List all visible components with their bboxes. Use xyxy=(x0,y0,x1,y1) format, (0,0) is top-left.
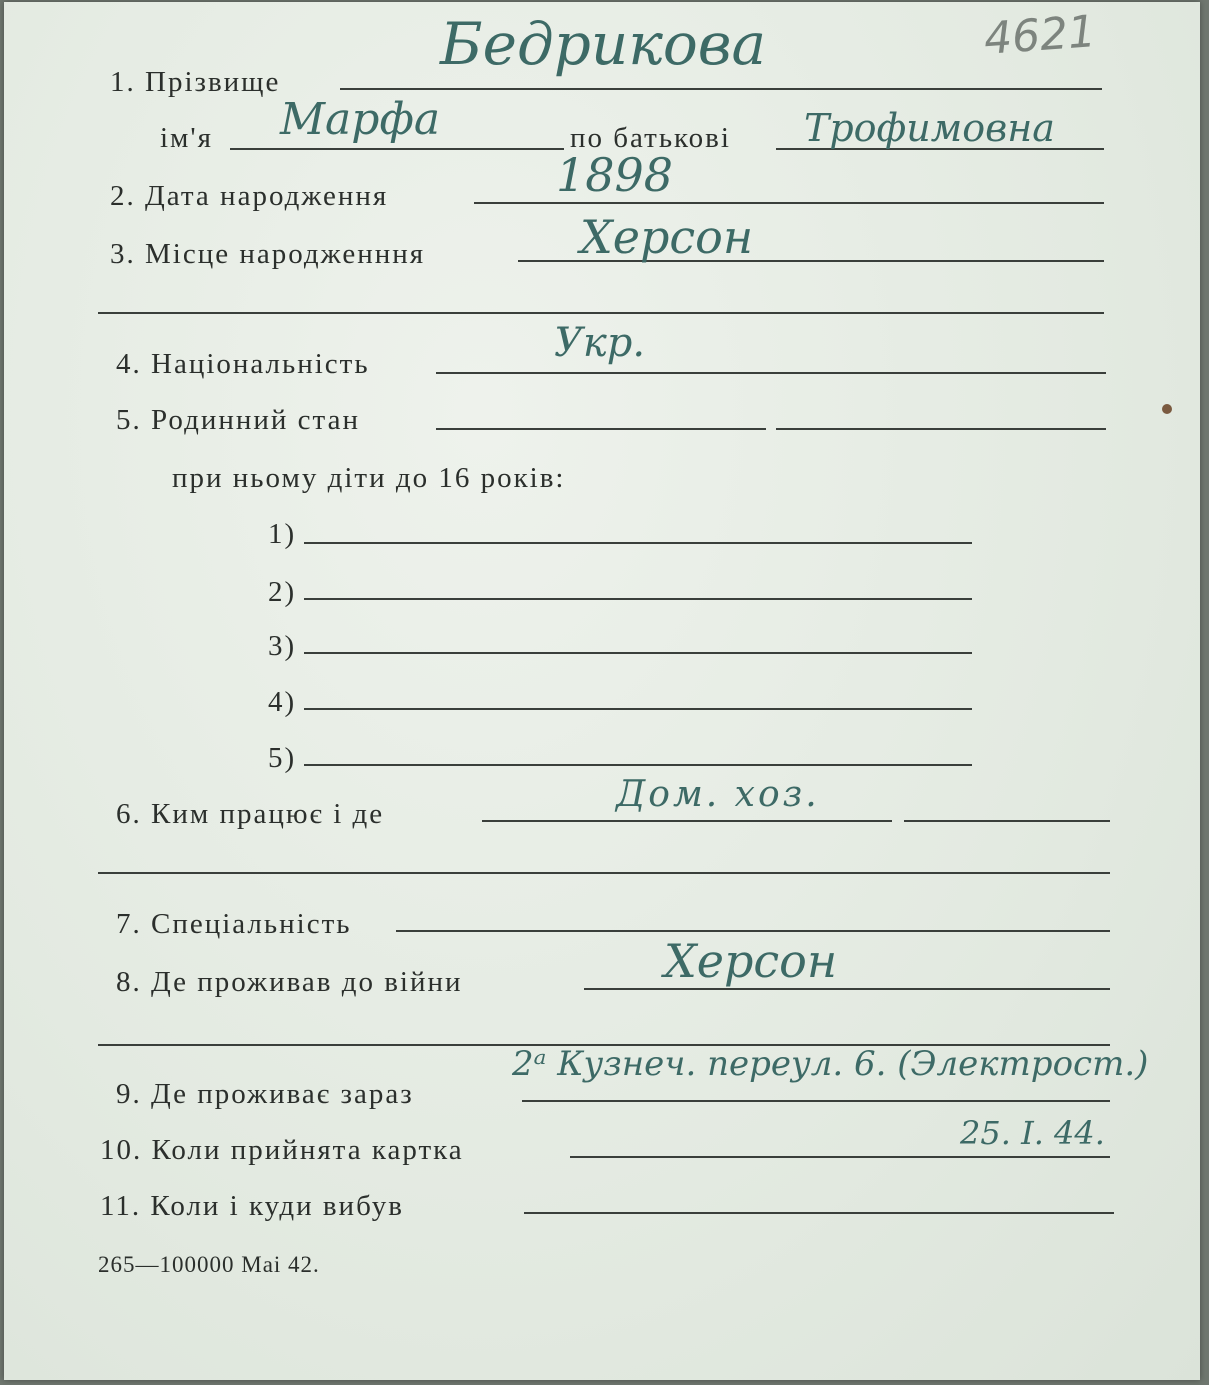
child-2-line xyxy=(304,598,972,600)
children-label: при ньому діти до 16 років: xyxy=(172,462,566,494)
child-2-label: 2) xyxy=(268,576,297,608)
birth-date-line xyxy=(474,202,1104,204)
child-4-line xyxy=(304,708,972,710)
occupation-value: Дом. хоз. xyxy=(616,774,820,815)
ink-spot xyxy=(1162,404,1172,414)
card-number: 4621 xyxy=(982,6,1098,65)
birth-place-extra-line xyxy=(98,312,1104,314)
nationality-line xyxy=(436,372,1106,374)
birth-place-value: Херсон xyxy=(580,210,754,264)
marital-status-line-1 xyxy=(436,428,766,430)
child-1-line xyxy=(304,542,972,544)
card-accepted-label: 10. Коли прийнята картка xyxy=(100,1134,464,1166)
child-4-label: 4) xyxy=(268,686,297,718)
surname-line xyxy=(340,88,1102,90)
prewar-residence-line xyxy=(584,988,1110,990)
name-label: ім'я xyxy=(160,122,213,154)
card-accepted-value: 25. I. 44. xyxy=(960,1114,1105,1152)
print-info: 265—100000 Mai 42. xyxy=(98,1252,320,1277)
marital-status-label: 5. Родинний стан xyxy=(116,404,360,436)
occupation-line-2 xyxy=(904,820,1110,822)
birth-place-label: 3. Місце народженння xyxy=(110,238,426,270)
occupation-extra-line xyxy=(98,872,1110,874)
birth-date-label: 2. Дата народження xyxy=(110,180,389,212)
specialty-line xyxy=(396,930,1110,932)
surname-value: Бедрикова xyxy=(440,10,767,78)
current-residence-line xyxy=(522,1100,1110,1102)
child-1-label: 1) xyxy=(268,518,297,550)
name-line xyxy=(230,148,564,150)
nationality-label: 4. Національність xyxy=(116,348,370,380)
child-5-line xyxy=(304,764,972,766)
specialty-label: 7. Спеціальність xyxy=(116,908,352,940)
departed-label: 11. Коли і куди вибув xyxy=(100,1190,404,1222)
occupation-label: 6. Ким працює і де xyxy=(116,798,385,830)
prewar-residence-label: 8. Де проживав до війни xyxy=(116,966,463,998)
current-residence-value: 2ᵃ Кузнеч. переул. 6. (Электрост.) xyxy=(512,1044,1149,1084)
registration-card xyxy=(4,2,1200,1380)
child-3-label: 3) xyxy=(268,630,297,662)
patronymic-value: Трофимовна xyxy=(804,106,1055,150)
name-value: Марфа xyxy=(280,94,441,145)
child-3-line xyxy=(304,652,972,654)
prewar-residence-value: Херсон xyxy=(664,934,838,988)
surname-label: 1. Прізвище xyxy=(110,66,281,98)
occupation-line-1 xyxy=(482,820,892,822)
card-accepted-line xyxy=(570,1156,1110,1158)
child-5-label: 5) xyxy=(268,742,297,774)
birth-date-value: 1898 xyxy=(556,148,674,202)
nationality-value: Укр. xyxy=(554,320,646,366)
departed-line xyxy=(524,1212,1114,1214)
patronymic-label: по батькові xyxy=(570,122,731,154)
marital-status-line-2 xyxy=(776,428,1106,430)
current-residence-label: 9. Де проживає зараз xyxy=(116,1078,414,1110)
